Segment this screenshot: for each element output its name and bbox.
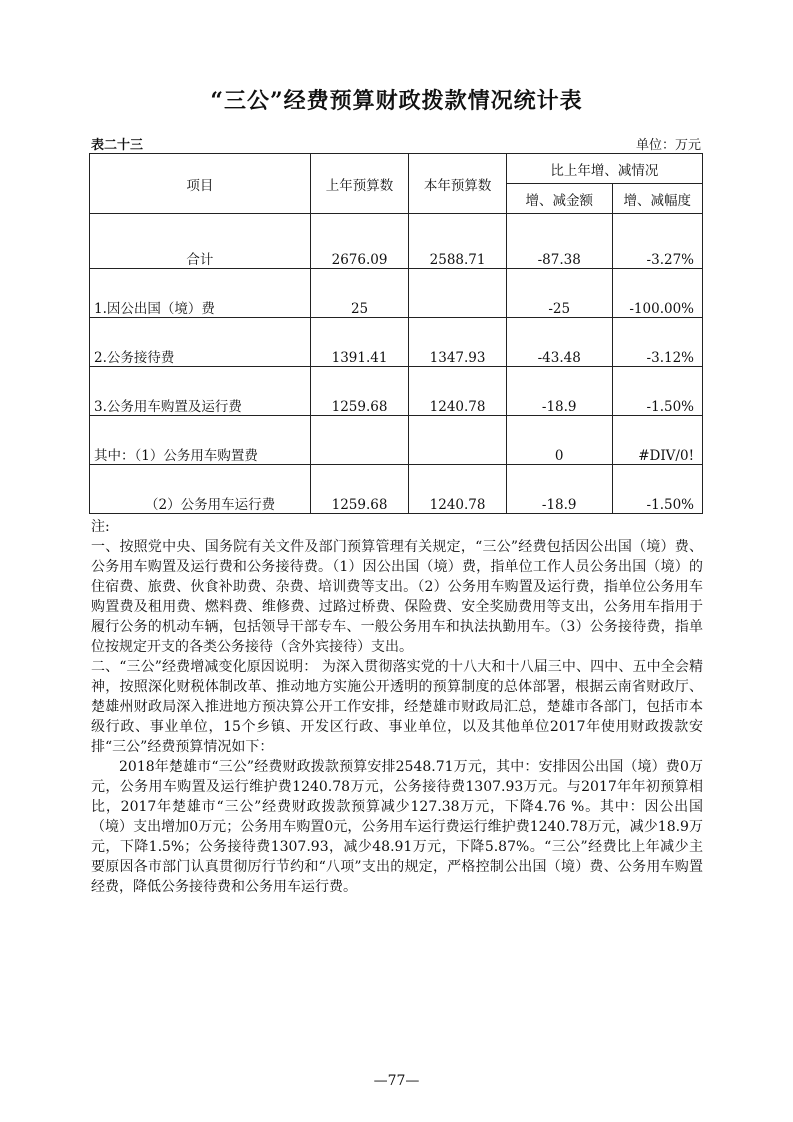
table-row [90,416,703,465]
row-diff: -18.9 [506,367,612,416]
row-rate: -1.50% [612,367,702,416]
table-row [90,214,703,269]
row-rate: -100.00% [612,269,702,318]
row-curr [409,269,507,318]
header-diff-amount: 增、减金额 [506,184,612,214]
row-label: （2）公务用车运行费 [90,465,311,514]
row-prev: 1259.68 [310,465,409,514]
row-diff: -87.38 [506,214,612,269]
notes-paragraph-1: 一、按照党中央、国务院有关文件及部门预算管理有关规定，“三公”经费包括因公出国（境）费、公务用车购置及运行费和公务接待费。（1）因公出国（境）费，指单位工作人员公务出国（境）的住宿费、旅费、伙食补助费、杂费、培训费等支出。（2）公务用车购置及运行费，指单位公务用车购置费及租用费、燃料费、维修费、过路过桥费、保险费、安全奖励费用等支出，公务用车指用于履行公务的机动车辆，包括领导干部专车、一般公务用车和执法执勤用车。（3）公务接待费，指单位按规定开支的各类公务接待（含外宾接待）支出。 [91,539,703,655]
unit-label: 单位：万元 [635,138,701,153]
page-number: —77— [373,1073,420,1089]
row-curr: 1240.78 [409,465,507,514]
header-diff-rate: 增、减幅度 [612,184,702,214]
row-label: 2.公务接待费 [90,318,311,367]
row-prev: 1259.68 [310,367,409,416]
notes-section [91,517,703,897]
row-prev: 1391.41 [310,318,409,367]
budget-table [89,153,703,514]
table-number: 表二十三 [91,138,144,153]
row-label: 3.公务用车购置及运行费 [90,367,311,416]
row-curr [409,416,507,465]
row-prev: 25 [310,269,409,318]
row-prev: 2676.09 [310,214,409,269]
row-diff: -43.48 [506,318,612,367]
notes-label: 注: [91,519,110,535]
header-prev-budget: 上年预算数 [310,154,409,214]
notes-paragraph-3: 2018年楚雄市“三公”经费财政拨款预算安排2548.71万元，其中：安排因公出国（境）费0万元，公务用车购置及运行维护费1240.78万元，公务接待费1307.93万元。与2017年年初预算相比，2017年楚雄市“三公”经费财政拨款预算减少127.38万元，下降4.76 %。其中：因公出国（境）支出增加0万元；公务用车购置0元，公务用车运行费运行维护费1240.78万元，减少18.9万元，下降1.5%；公务接待费1307.93，减少48.91万元，下降5.87%。“三公”经费比上年减少主要原因各市部门认真贯彻厉行节约和“八项”支出的规定，严格控制公出国（境）费、公务用车购置经费，降低公务接待费和公务用车运行费。 [91,759,703,895]
table-row [90,318,703,367]
row-diff: -25 [506,269,612,318]
table-row [90,367,703,416]
row-rate: -1.50% [612,465,702,514]
header-curr-budget: 本年预算数 [409,154,507,214]
row-diff: 0 [506,416,612,465]
row-rate: #DIV/0! [612,416,702,465]
row-diff: -18.9 [506,465,612,514]
header-item: 项目 [90,154,311,214]
header-compare: 比上年增、减情况 [506,154,702,184]
row-label: 其中：（1）公务用车购置费 [90,416,311,465]
row-label: 合计 [90,214,311,269]
page-title: “三公”经费预算财政拨款情况统计表 [210,88,583,114]
row-rate: -3.27% [612,214,702,269]
table-row [90,269,703,318]
notes-paragraph-2: 二、“三公”经费增减变化原因说明： 为深入贯彻落实党的十八大和十八届三中、四中、五中全会精神，按照深化财税体制改革、推动地方实施公开透明的预算制度的总体部署，根据云南省财政厅、楚雄州财政局深入推进地方预决算公开工作安排，经楚雄市财政局汇总，楚雄市各部门，包括市本级行政、事业单位，15个乡镇、开发区行政、事业单位，以及其他单位2017年使用财政拨款安排“三公”经费预算情况如下： [91,659,703,755]
table-row [90,465,703,514]
row-rate: -3.12% [612,318,702,367]
row-curr: 2588.71 [409,214,507,269]
row-curr: 1240.78 [409,367,507,416]
row-curr: 1347.93 [409,318,507,367]
row-label: 1.因公出国（境）费 [90,269,311,318]
row-prev [310,416,409,465]
